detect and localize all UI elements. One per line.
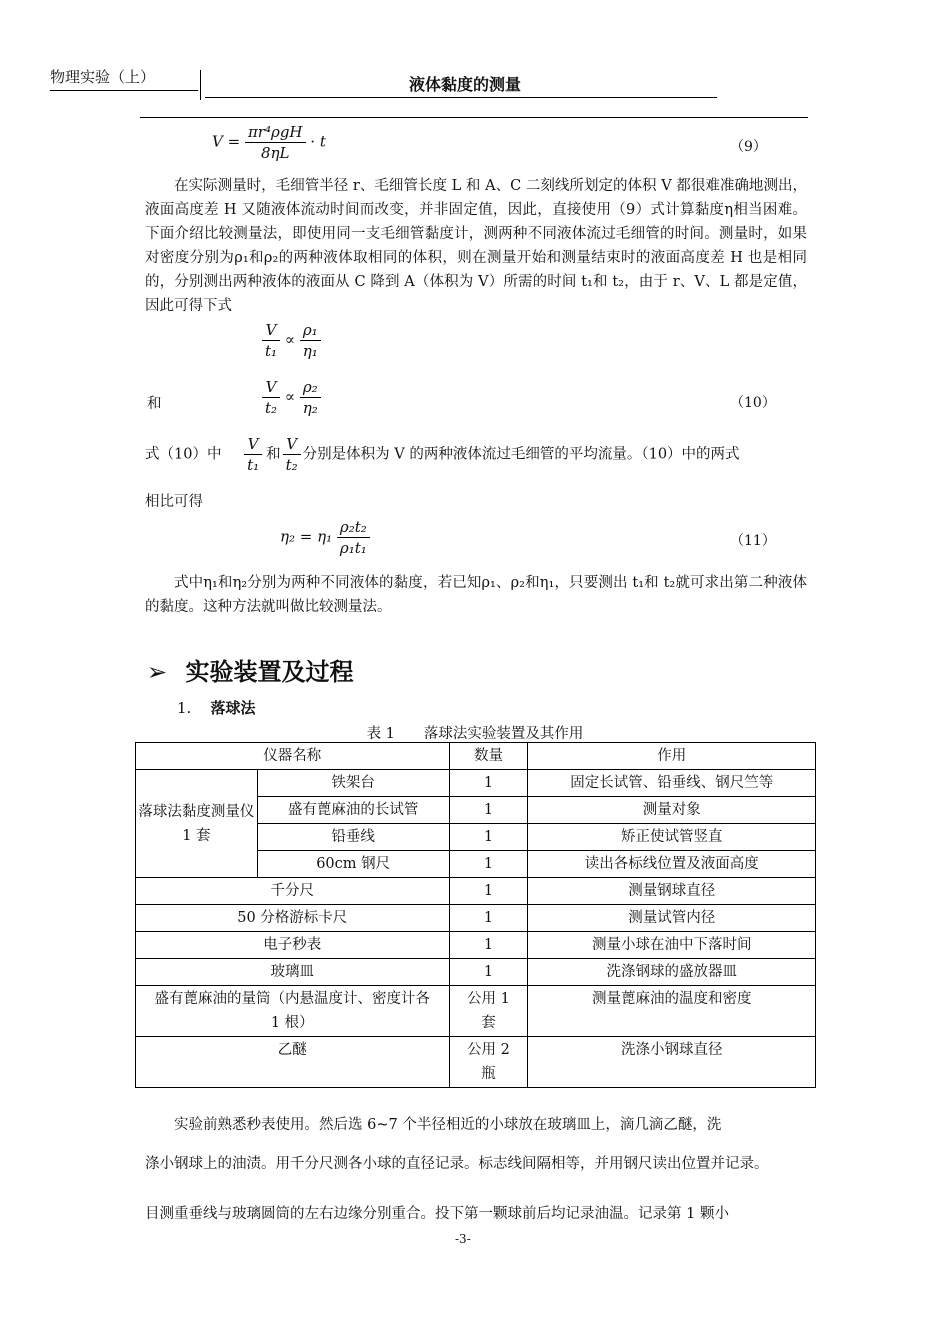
cell-qty: 1 [449,851,528,878]
cell-qty: 1 [449,878,528,905]
cell-use: 洗涤小钢球直径 [528,1037,816,1088]
header-name: 仪器名称 [136,743,450,770]
table-header-row [136,743,816,770]
section-arrow-icon: ➢ [147,658,168,686]
cell-qty: 1 [449,770,528,797]
header-course: 物理实验（上） [50,68,156,86]
cell-name: 千分尺 [136,878,450,905]
eq10-and: 和 [147,396,162,412]
table-row [136,959,816,986]
eq11-lhs: η₂ = η₁ [280,527,333,546]
page-top-rule [140,117,808,118]
page-number: -3- [455,1232,471,1246]
paragraph-comparison-method: 式中η₁和η₂分别为两种不同液体的黏度，若已知ρ₁、ρ₂和η₁，只要测出 t₁和 t₂就可求出第二种液体的黏度。这种方法就叫做比较测量法。 [145,575,807,615]
cell-name: 盛有蓖麻油的量筒（内悬温度计、密度计各 1 根） [136,986,450,1037]
cell-qty: 公用 1 套 [449,986,528,1037]
cell-qty: 1 [449,959,528,986]
cell-name: 60cm 钢尺 [257,851,449,878]
eq11-numerator: ρ₂t₂ [337,517,370,538]
equation-10b [262,377,321,418]
cell-name: 乙醚 [136,1037,450,1088]
cell-name: 铁架台 [257,770,449,797]
line10-next: 相比可得 [145,494,203,510]
line10-f2-num: V [283,434,301,455]
eq9-number: （9） [730,139,767,155]
subsection-title: 落球法 [210,699,256,717]
table-row [136,932,816,959]
eq11-number: （11） [730,533,776,549]
section-title: 实验装置及过程 [185,658,354,686]
eq10a-proportional: ∝ [284,330,295,349]
cell-qty: 1 [449,932,528,959]
subsection-number: 1. [177,699,192,717]
table-row [136,905,816,932]
eq9-fraction [245,122,306,163]
cell-use: 固定长试管、铅垂线、钢尺竺等 [528,770,816,797]
procedure-line-1: 实验前熟悉秒表使用。然后选 6~7 个半径相近的小球放在玻璃皿上，滴几滴乙醚，洗 [174,1117,722,1133]
eq10b-rhs-den: η₂ [302,399,318,417]
eq10b-rhs-num: ρ₂ [300,377,321,398]
procedure-line-2: 涤小钢球上的油渍。用千分尺测各小球的直径记录。标志线间隔相等，并用钢尺读出位置并记录。 [145,1156,769,1172]
line10-f1-den: t₁ [247,456,260,474]
subsection-heading [177,697,256,718]
cell-qty: 公用 2 瓶 [449,1037,528,1088]
cell-use: 矫正使试管竖直 [528,824,816,851]
cell-use: 读出各标线位置及液面高度 [528,851,816,878]
cell-name: 铅垂线 [257,824,449,851]
table-row [136,878,816,905]
eq10b-proportional: ∝ [284,387,295,406]
eq10a-rhs-num: ρ₁ [300,320,321,341]
equipment-table [135,742,816,1088]
equation-9 [212,122,326,163]
cell-name: 玻璃皿 [136,959,450,986]
cell-qty: 1 [449,824,528,851]
table-row [136,1037,816,1088]
header-left-rule [50,90,198,91]
eq10-number: （10） [730,395,776,411]
group-label: 落球法黏度测量仪 1 套 [136,770,258,878]
header-qty: 数量 [449,743,528,770]
cell-name: 电子秒表 [136,932,450,959]
cell-use: 测量对象 [528,797,816,824]
line10-f2-den: t₂ [285,456,298,474]
procedure-line-3: 目测重垂线与玻璃圆筒的左右边缘分别重合。投下第一颗球前后均记录油温。记录第 1 颗小 [145,1206,729,1222]
equation-10a [262,320,321,361]
header-title: 液体黏度的测量 [408,75,521,94]
table-row [136,770,816,797]
line10-suffix: 分别是体积为 V 的两种液体流过毛细管的平均流量。（10）中的两式 [302,446,740,463]
eq9-lhs: V = [212,132,241,151]
header-use: 作用 [528,743,816,770]
line10-prefix: 式（10）中 [145,446,222,463]
cell-name: 50 分格游标卡尺 [136,905,450,932]
line10-f1-num: V [244,434,262,455]
cell-use: 洗涤钢球的盛放器皿 [528,959,816,986]
eq10a-rhs-den: η₁ [302,342,318,360]
eq9-tail: · t [310,132,326,151]
eq9-numerator: πr⁴ρgH [245,122,306,143]
cell-use: 测量试管内径 [528,905,816,932]
header-right-rule [205,97,717,98]
header-divider [200,70,201,100]
eq11-denominator: ρ₁t₁ [339,539,367,557]
cell-qty: 1 [449,905,528,932]
cell-use: 测量小球在油中下落时间 [528,932,816,959]
eq9-denominator: 8ηL [260,144,290,162]
equation-11 [280,517,370,558]
cell-name: 盛有蓖麻油的长试管 [257,797,449,824]
eq10a-lhs-den: t₁ [265,342,278,360]
line-flow-rate [145,434,807,475]
paragraph-comparison-intro: 在实际测量时，毛细管半径 r、毛细管长度 L 和 A、C 二刻线所划定的体积 V 都很难准确地测出，液面高度差 H 又随液体流动时间而改变，并非固定值，因此，直接使用（9）式计算黏度η相当困难。下面介绍比较测量法，即使用同一支毛细管黏度计，测两种不同液体流过毛细管的时间。测量时，如果对密度分别为ρ₁和ρ₂的两种液体取相同的体积，则在测量开始和测量结束时的液面高度差 H 也是相同的，分别测出两种液体的液面从 C 降到 A（体积为 V）所需的时间 t₁和 t₂，由于 r、V、L 都是定值，因此可得下式 [145,178,807,314]
cell-qty: 1 [449,797,528,824]
eq10a-lhs-num: V [262,320,280,341]
section-heading [147,652,353,687]
cell-use: 测量钢球直径 [528,878,816,905]
eq10b-lhs-den: t₂ [265,399,278,417]
cell-use: 测量蓖麻油的温度和密度 [528,986,816,1037]
table-row [136,986,816,1037]
eq10b-lhs-num: V [262,377,280,398]
line10-and: 和 [266,446,281,463]
table-caption: 表 1 落球法实验装置及其作用 [366,726,584,742]
